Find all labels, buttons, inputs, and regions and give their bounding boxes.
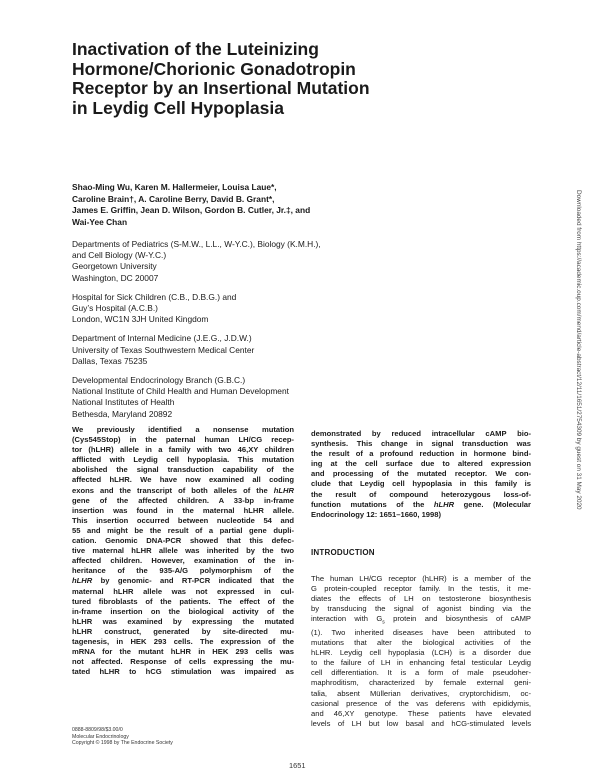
abstract-line: affected hLHR. We have now examined all coding xyxy=(72,475,294,485)
abstract-line: mRNA for the mutant hLHR in HEK 293 cells was xyxy=(72,647,294,657)
article-title xyxy=(72,40,432,118)
abstract-line: abolished the signal transduction capability of the xyxy=(72,465,294,475)
abstract-line: tive maternal hLHR allele was inherited by the two xyxy=(72,546,294,556)
intro-line: mutations that alter the biological activities of the xyxy=(311,638,531,648)
abstract-line: synthesis. This change in signal transduction was xyxy=(311,439,531,449)
intro-line xyxy=(311,614,531,628)
abstract-text: by genomic- and RT-PCR indicated that the xyxy=(100,576,294,586)
abstract-line xyxy=(72,486,294,496)
affiliation-line: London, WC1N 3JH United Kingdom xyxy=(72,314,209,325)
title-line: in Leydig Cell Hypoplasia xyxy=(72,97,284,118)
affiliation-line: Dallas, Texas 75235 xyxy=(72,355,148,366)
subscript: s xyxy=(382,619,385,626)
abstract-line: afflicted with Leydig cell hypoplasia. This mutation xyxy=(72,455,294,465)
abstract-line: 55 and might be the result of a partial gene dupli- xyxy=(72,525,294,535)
intro-line: The human LH/CG receptor (hLHR) is a member of the xyxy=(311,574,531,583)
abstract-line: the result of compound heterozygous loss-of- xyxy=(311,489,531,499)
title-line: Hormone/Chorionic Gonadotropin xyxy=(72,58,356,79)
intro-text: interaction with G xyxy=(311,614,383,624)
intro-line: G protein-coupled receptor family. In the testis, it me- xyxy=(311,584,531,594)
author-line: Shao-Ming Wu, Karen M. Hallermeier, Louisa Laue*, xyxy=(72,182,277,192)
affiliation-nih xyxy=(72,375,452,420)
footer-line: 0888-8809/98/$3.00/0 xyxy=(72,727,123,733)
affiliation-line: University of Texas Southwestern Medical Center xyxy=(72,344,255,355)
abstract-line: tured fibroblasts of the patients. The effect of the xyxy=(72,596,294,606)
author-line: Wai-Yee Chan xyxy=(72,216,128,227)
affiliation-line: Hospital for Sick Children (C.B., D.B.G.) and xyxy=(72,291,237,302)
abstract-line: tated hLHR to hCG stimulation was impaired as xyxy=(72,667,294,677)
footer-line: Molecular Endocrinology xyxy=(72,733,129,740)
abstract-line: Endocrinology 12: 1651–1660, 1998) xyxy=(311,509,442,519)
intro-line: to the failure of LH in enhancing fetal testicular Leydig xyxy=(311,658,531,668)
affiliation-line: Department of Internal Medicine (J.E.G., J.D.W.) xyxy=(72,333,252,344)
title-line: Inactivation of the Luteinizing xyxy=(72,39,319,59)
author-list xyxy=(72,182,412,228)
abstract-line: hLHR construct, generated by site-directed mu- xyxy=(72,626,294,636)
intro-text: protein and biosynthesis of cAMP xyxy=(384,614,532,624)
affiliation-line: Developmental Endocrinology Branch (G.B.C.) xyxy=(72,375,246,386)
abstract-line: tagenesis, in HEK 293 cells. The expression of the xyxy=(72,636,294,646)
abstract-line: demonstrated by reduced intracellular cAMP bio- xyxy=(311,429,531,438)
affiliation-line: Georgetown University xyxy=(72,261,157,272)
title-line: Receptor by an Insertional Mutation xyxy=(72,78,370,98)
intro-line: by transducing the signal of agonist binding via the xyxy=(311,604,531,614)
intro-line: levels of LH but low basal and hCG-stimulated levels xyxy=(311,718,531,728)
affiliation-dallas xyxy=(72,333,452,367)
intro-line: talia, absent Müllerian derivatives, cryptorchidism, oc- xyxy=(311,688,531,698)
affiliation-line: National Institute of Child Health and Human Development xyxy=(72,386,289,397)
page-number: 1651 xyxy=(289,761,306,770)
gene-name: hLHR xyxy=(433,499,455,509)
intro-line: diates the effects of LH on testosterone biosynthesis xyxy=(311,594,531,604)
abstract-line: heritance of the 935-A/G polymorphism of the xyxy=(72,566,294,576)
abstract-line: affected children. However, examination of the in- xyxy=(72,556,294,566)
abstract-line: This insertion occurred between nucleotide 54 and xyxy=(72,515,294,525)
intro-line: maphroditism, characterized by female external geni- xyxy=(311,678,531,688)
intro-line: hLHR. Leydig cell hypoplasia (LCH) is a disorder due xyxy=(311,648,531,658)
abstract-line: not affected. Response of cells expressing the mu- xyxy=(72,657,294,667)
author-line: Caroline Brain†, A. Caroline Berry, David B. Grant*, xyxy=(72,193,275,204)
abstract-line: cation. Genomic DNA-PCR showed that this defec- xyxy=(72,536,294,546)
affiliation-line: Bethesda, Maryland 20892 xyxy=(72,408,173,419)
abstract-line: ing at the cell surface due to altered expression xyxy=(311,459,531,469)
affiliation-line: Departments of Pediatrics (S-M.W., L.L., W-Y.C.), Biology (K.M.H.), xyxy=(72,239,321,249)
affiliation-line: and Cell Biology (W-Y.C.) xyxy=(72,250,167,261)
abstract-line: and processing of the mutated receptor. We con- xyxy=(311,469,531,479)
introduction-body xyxy=(311,574,531,729)
section-heading-introduction: INTRODUCTION xyxy=(311,548,375,557)
abstract-line: clude that Leydig cell hypoplasia in this family is xyxy=(311,479,531,489)
author-line: James E. Griffin, Jean D. Wilson, Gordon B. Cutler, Jr.‡, and xyxy=(72,205,311,216)
gene-name: hLHR xyxy=(273,485,294,495)
abstract-line: insertion was found in the maternal hLHR allele. xyxy=(72,505,294,515)
abstract-column-right xyxy=(311,429,531,520)
abstract-text: gene. (Molecular xyxy=(463,499,531,509)
affiliations xyxy=(72,239,452,428)
abstract-text: exons and the transcript of both alleles of the xyxy=(72,485,268,495)
affiliation-line: Washington, DC 20007 xyxy=(72,272,159,283)
abstract-column-left xyxy=(72,425,294,677)
abstract-line xyxy=(311,500,531,510)
abstract-line: the result of a profound reduction in hormone bind- xyxy=(311,449,531,459)
affiliation-london xyxy=(72,292,452,326)
gene-name: hLHR xyxy=(72,576,93,586)
download-watermark xyxy=(573,190,582,610)
abstract-line: (Cys545Stop) in the paternal human LH/CG recep- xyxy=(72,435,294,445)
abstract-line: hLHR was examined by expressing the mutated xyxy=(72,616,294,626)
affiliation-georgetown xyxy=(72,239,452,284)
abstract-line: We previously identified a nonsense mutation xyxy=(72,425,294,434)
intro-line: (1). Two inherited diseases have been attributed to xyxy=(311,627,531,637)
download-watermark-text: Downloaded from https://academic.oup.com/mend/article-abstract/12/11/1651/2754309 by guest on 31 May 2020 xyxy=(575,190,582,510)
intro-line: and 46,XY genotype. These patients have elevated xyxy=(311,708,531,718)
abstract-text: function mutations of the xyxy=(311,499,425,509)
abstract-line: maternal hLHR allele was not expressed in cul- xyxy=(72,586,294,596)
intro-line: cell differentiation. It is a form of male pseudoher- xyxy=(311,668,531,678)
affiliation-line: Guy’s Hospital (A.C.B.) xyxy=(72,303,158,314)
abstract-line xyxy=(72,576,294,586)
footer-line: Copyright © 1998 by The Endocrine Society xyxy=(72,740,173,747)
abstract-line: gene of the affected children. A 33-bp in-frame xyxy=(72,495,294,505)
intro-line: casional presence of the vas deferens with epididymis, xyxy=(311,698,531,708)
abstract-line: in-frame insertion on the biological activity of the xyxy=(72,606,294,616)
abstract-line: tor (hLHR) allele in a family with two 46,XY children xyxy=(72,445,294,455)
copyright-footer xyxy=(72,727,173,747)
affiliation-line: National Institutes of Health xyxy=(72,397,175,408)
